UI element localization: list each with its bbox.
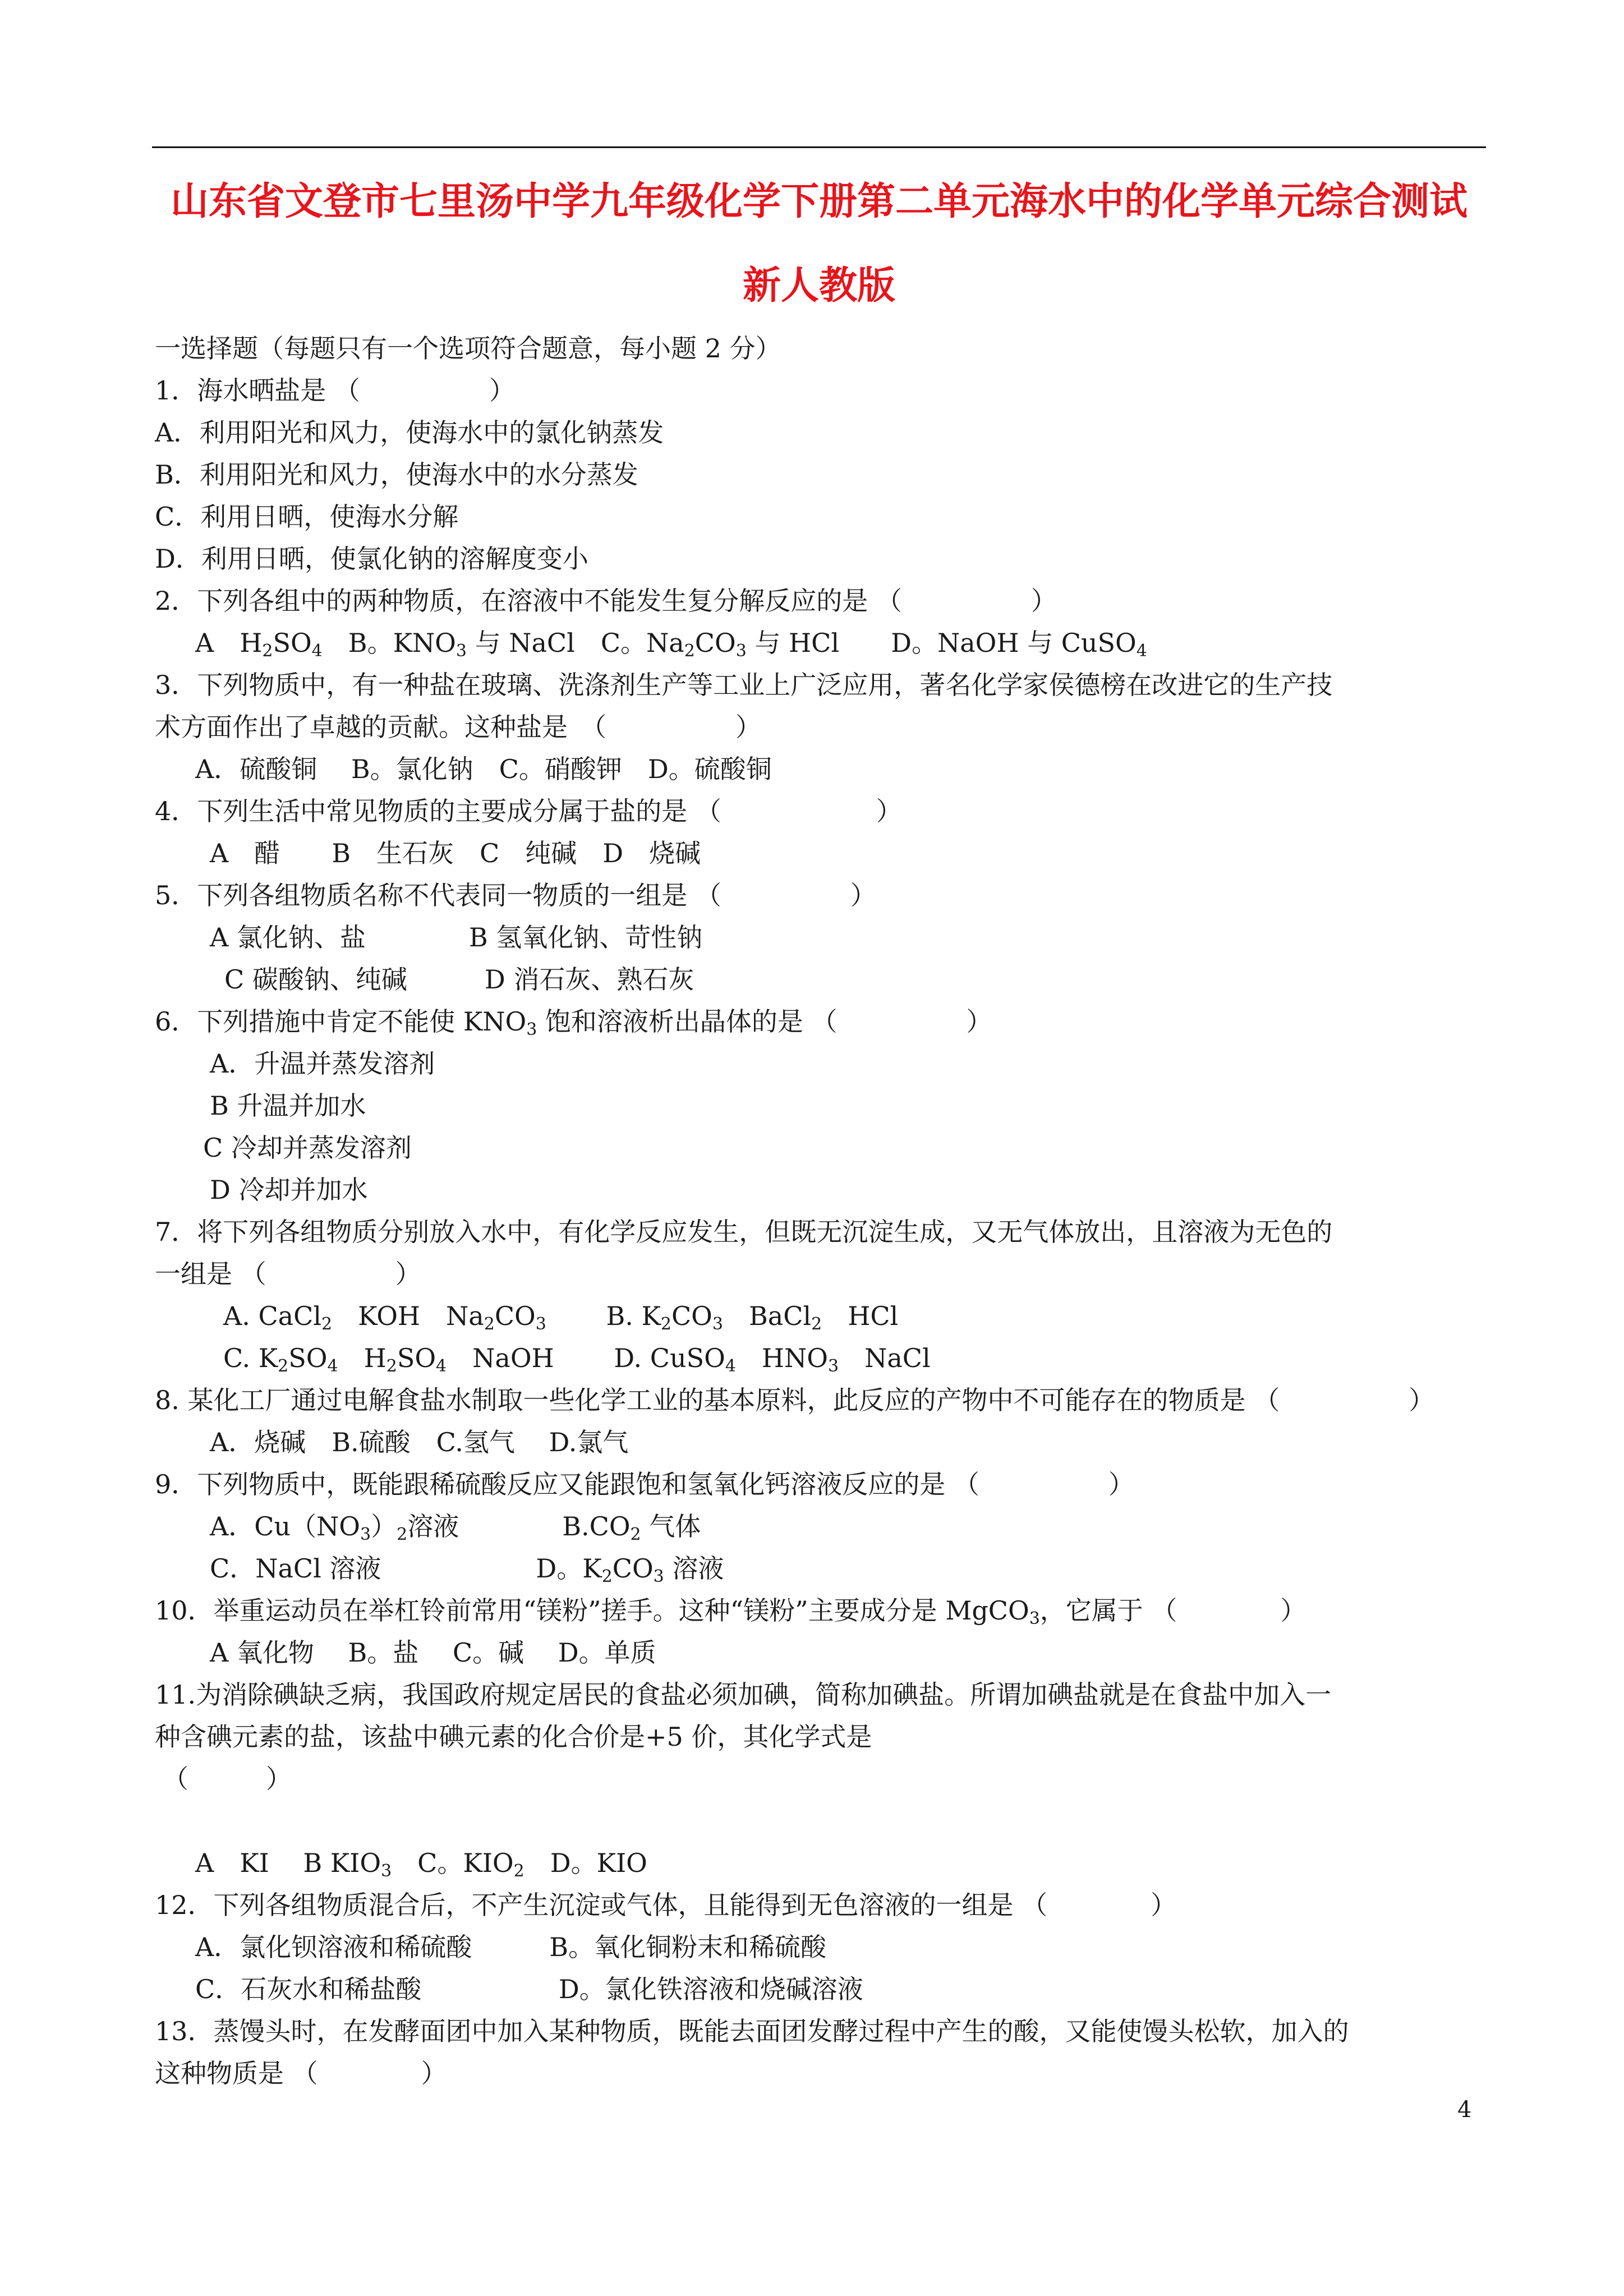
q12-options-ab: A．氯化钡溶液和稀硫酸 B。氧化铜粉末和稀硫酸 <box>195 1932 827 1962</box>
q7-stem-line1: 7．将下列各组物质分别放入水中，有化学反应发生，但既无沉淀生成，又无气体放出，且溶液为无色的 <box>155 1217 1333 1247</box>
q2-stem: 2．下列各组中的两种物质，在溶液中不能发生复分解反应的是 （ ） <box>155 586 1057 616</box>
q2-options: A $H_2SO_4$ B。$KNO_3$ 与 NaCl C。$Na_2CO_3$ 与 HCl D。NaOH 与 CuSO$_4$ <box>195 628 1147 661</box>
q6-option-a: A．升温并蒸发溶剂 <box>210 1048 435 1079</box>
q11-options: A KI B $KIO_3$ C。$KIO_2$ D。KIO <box>195 1848 647 1881</box>
q13-stem-line2: 这种物质是 （ ） <box>155 2058 447 2088</box>
q1-option-c: C．利用日晒，使海水分解 <box>155 501 459 532</box>
q6-option-d: D 冷却并加水 <box>210 1175 368 1205</box>
q1-option-d: D．利用日晒，使氯化钠的溶解度变小 <box>155 544 588 574</box>
document-title-line1: 山东省文登市七里汤中学九年级化学下册第二单元海水中的化学单元综合测试 <box>170 180 1467 224</box>
q5-options-cd: C 碳酸钠、纯碱 D 消石灰、熟石灰 <box>224 964 694 995</box>
q12-stem: 12．下列各组物质混合后，不产生沉淀或气体，且能得到无色溶液的一组是 （ ） <box>155 1890 1177 1920</box>
q3-stem-line1: 3．下列物质中，有一种盐在玻璃、洗涤剂生产等工业上广泛应用，著名化学家侯德榜在改进它的生产技 <box>155 670 1333 700</box>
q8-options: A．烧碱 B.硫酸 C.氢气 D.氯气 <box>210 1427 629 1457</box>
q7-options-ab: A. CaCl$_2$ KOH $Na_2CO_3$ B. $K_2CO_3$ BaCl$_2$ HCl <box>223 1301 899 1334</box>
q11-answer-paren: （ ） <box>163 1764 292 1794</box>
q6-option-c: C 冷却并蒸发溶剂 <box>203 1133 412 1163</box>
q9-options-ab: A．$Cu(NO_3)_2$溶液 $B.CO_2$ 气体 <box>210 1511 701 1544</box>
q8-stem: 8. 某化工厂通过电解食盐水制取一些化学工业的基本原料，此反应的产物中不可能存在的物质是 （ ） <box>155 1385 1435 1415</box>
q11-stem-line1: 11.为消除碘缺乏病，我国政府规定居民的食盐必须加碘，简称加碘盐。所谓加碘盐就是在食盐中加入一 <box>155 1680 1332 1710</box>
q1-option-b: B．利用阳光和风力，使海水中的水分蒸发 <box>155 459 638 490</box>
header-rule <box>152 146 1486 148</box>
q6-option-b: B 升温并加水 <box>210 1091 366 1121</box>
q13-stem-line1: 13．蒸馒头时，在发酵面团中加入某种物质，既能去面团发酵过程中产生的酸，又能使馒头松软，加入的 <box>155 2016 1349 2046</box>
q7-options-cd: C. $K_2SO_4$ $H_2SO_4$ NaOH D. CuSO$_4$ $HNO_3$ NaCl <box>223 1343 931 1376</box>
q5-options-ab: A 氯化钠、盐 B 氢氧化钠、苛性钠 <box>210 922 703 953</box>
q6-stem: 6．下列措施中肯定不能使 $KNO_3$ 饱和溶液析出晶体的是 （ ） <box>155 1006 992 1039</box>
q10-stem: 10．举重运动员在举杠铃前常用“镁粉”搓手。这种“镁粉”主要成分是 MgCO$_3$，它属于 （ ） <box>155 1595 1306 1628</box>
q3-options: A．硫酸铜 B。氯化钠 C。硝酸钾 D。硫酸铜 <box>195 754 772 784</box>
q10-options: A 氧化物 B。盐 C。碱 D。单质 <box>210 1637 656 1668</box>
document-title-line2: 新人教版 <box>742 264 895 308</box>
q4-options: A 醋 B 生石灰 C 纯碱 D 烧碱 <box>210 838 701 868</box>
q11-stem-line2: 种含碘元素的盐，该盐中碘元素的化合价是+5 价，其化学式是 <box>155 1722 872 1752</box>
q9-stem: 9．下列物质中，既能跟稀硫酸反应又能跟饱和氢氧化钙溶液反应的是 （ ） <box>155 1469 1134 1499</box>
page-number: 4 <box>1457 2097 1472 2123</box>
q4-stem: 4．下列生活中常见物质的主要成分属于盐的是 （ ） <box>155 796 902 826</box>
q3-stem-line2: 术方面作出了卓越的贡献。这种盐是 （ ） <box>155 712 761 742</box>
q7-stem-line2: 一组是 （ ） <box>155 1259 421 1289</box>
q1-option-a: A．利用阳光和风力，使海水中的氯化钠蒸发 <box>155 417 664 448</box>
q12-options-cd: C．石灰水和稀盐酸 D。氯化铁溶液和烧碱溶液 <box>195 1974 863 2004</box>
section-heading: 一选择题（每题只有一个选项符合题意，每小题 2 分） <box>155 333 781 364</box>
q1-stem: 1．海水晒盐是 （ ） <box>155 375 515 406</box>
q9-options-cd: C．NaCl 溶液 D。$K_2CO_3$ 溶液 <box>210 1553 724 1586</box>
q5-stem: 5．下列各组物质名称不代表同一物质的一组是 （ ） <box>155 880 876 910</box>
